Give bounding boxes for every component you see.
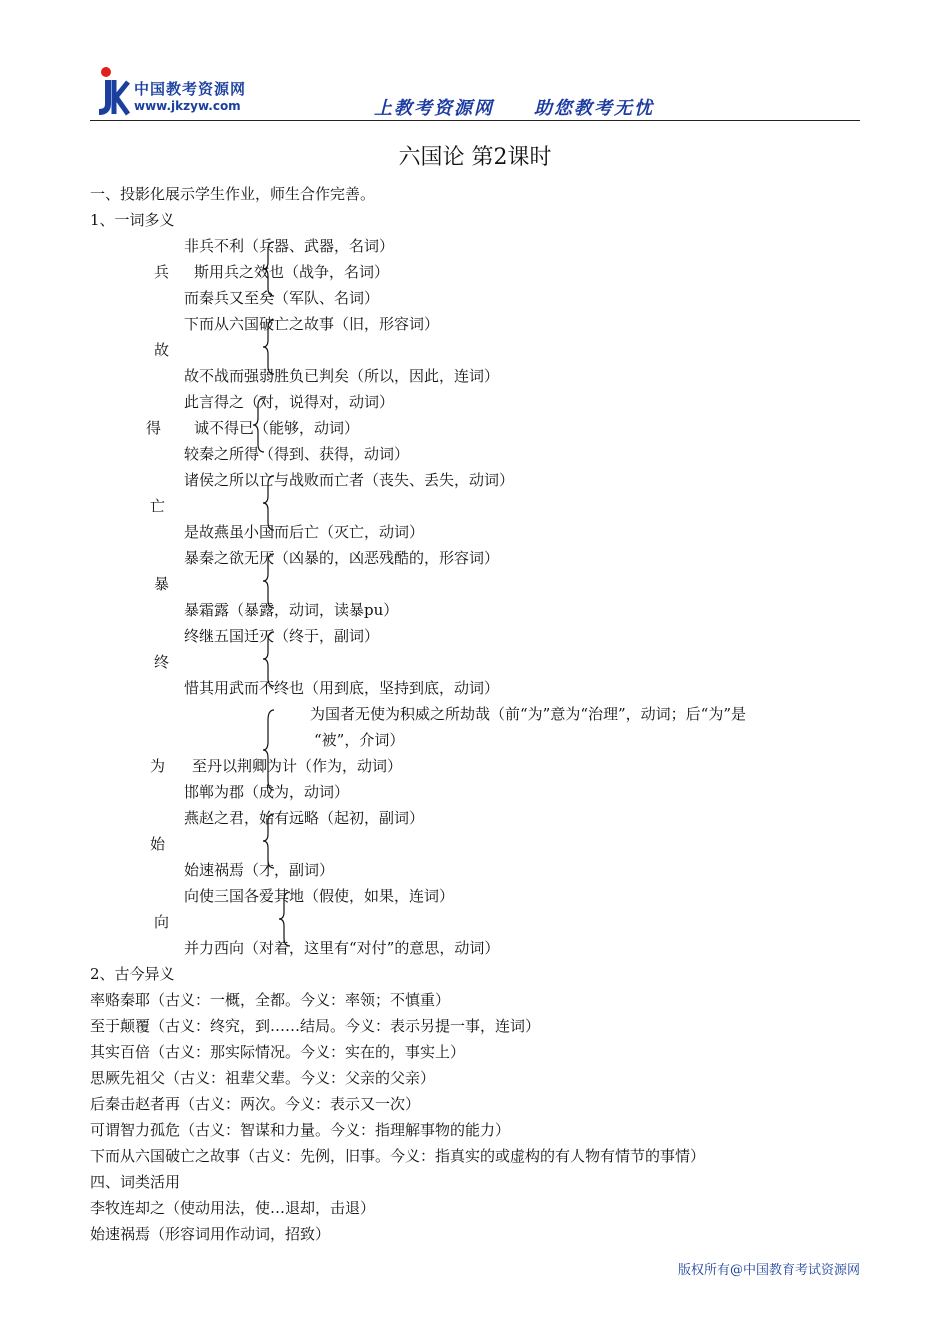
sense-line: 诸侯之所以亡与战败而亡者（丧失、丢失，动词） (184, 471, 515, 489)
sense-line: “被”，介词） (314, 731, 405, 749)
brace-icon (260, 318, 280, 376)
brace-icon (260, 552, 280, 610)
sense-line: 始速祸焉（才，副词） (184, 861, 335, 879)
sense-line: 诚不得已（能够，动词） (194, 419, 360, 437)
polysemy-char: 为 (150, 757, 166, 775)
header-divider (90, 120, 860, 121)
sense-line: 燕赵之君，始有远略（起初，副词） (184, 809, 425, 827)
polysemy-char: 终 (154, 653, 170, 671)
sense-line: 并力西向（对着，这里有“对付”的意思，动词） (184, 939, 500, 957)
brace-icon (260, 812, 280, 870)
brace-icon (260, 708, 280, 792)
section-heading: 一、投影化展示学生作业，师生合作完善。 (90, 185, 376, 203)
sense-line: 暴霜露（暴露，动词，读暴pu） (184, 601, 399, 619)
list-item: 后秦击赵者再（古义：两次。今义：表示又一次） (90, 1095, 421, 1113)
brace-icon (260, 630, 280, 688)
brace-icon (260, 240, 280, 298)
brand-url: www.jkzyw.com (134, 99, 241, 113)
polysemy-char: 兵 (154, 263, 170, 281)
list-item: 率赂秦耶（古义：一概，全都。今义：率领；不慎重） (90, 991, 451, 1009)
list-item: 至于颠覆（古义：终究，到……结局。今义：表示另提一事，连词） (90, 1017, 541, 1035)
section-heading: 四、词类活用 (90, 1173, 181, 1191)
header-slogan: 上教考资源网 助您教考无忧 (374, 98, 654, 119)
copyright-footer: 版权所有@中国教育考试资源网 (677, 1263, 860, 1278)
sense-line: 邯郸为郡（成为，动词） (184, 783, 350, 801)
polysemy-char: 始 (150, 835, 166, 853)
sense-line: 终继五国迁灭（终于，副词） (184, 627, 380, 645)
sense-line: 而秦兵又至矣（军队、名词） (184, 289, 380, 307)
list-item: 其实百倍（古义：那实际情况。今义：实在的，事实上） (90, 1043, 466, 1061)
sense-line: 故不战而强弱胜负已判矣（所以，因此，连词） (184, 367, 500, 385)
brand-name: 中国教考资源网 (134, 80, 247, 98)
sense-line: 非兵不利（兵器、武器，名词） (184, 237, 395, 255)
sense-line: 为国者无使为积威之所劫哉（前“为”意为“治理”，动词；后“为”是 (310, 705, 747, 723)
list-item: 李牧连却之（使动用法，使…退却，击退） (90, 1199, 376, 1217)
brace-icon (260, 474, 280, 532)
polysemy-char: 故 (154, 341, 170, 359)
sense-line: 暴秦之欲无厌（凶暴的，凶恶残酷的，形容词） (184, 549, 500, 567)
list-item: 可谓智力孤危（古义：智谋和力量。今义：指理解事物的能力） (90, 1121, 511, 1139)
sense-line: 至丹以荆卿为计（作为，动词） (192, 757, 403, 775)
polysemy-char: 得 (146, 419, 162, 437)
polysemy-char: 向 (154, 913, 170, 931)
list-item: 下而从六国破亡之故事（古义：先例，旧事。今义：指真实的或虚构的有人物有情节的事情） (90, 1147, 706, 1165)
sense-line: 下而从六国破亡之故事（旧，形容词） (184, 315, 440, 333)
brace-icon (250, 396, 270, 454)
jk-logo-icon (94, 66, 130, 116)
list-item: 始速祸焉（形容词用作动词，招致） (90, 1225, 331, 1243)
polysemy-char: 暴 (154, 575, 170, 593)
list-item: 思厥先祖父（古义：祖辈父辈。今义：父亲的父亲） (90, 1069, 436, 1087)
polysemy-char: 亡 (150, 497, 166, 515)
sense-line: 斯用兵之效也（战争，名词） (194, 263, 390, 281)
sense-line: 惜其用武而不终也（用到底，坚持到底，动词） (184, 679, 500, 697)
sense-line: 较秦之所得（得到、获得，动词） (184, 445, 410, 463)
sense-line: 此言得之（对，说得对，动词） (184, 393, 395, 411)
brace-icon (276, 890, 296, 948)
sense-line: 是故燕虽小国而后亡（灭亡，动词） (184, 523, 425, 541)
page-header (90, 64, 860, 122)
subsection-heading: 2、古今异义 (90, 965, 175, 983)
subsection-heading: 1、一词多义 (90, 211, 175, 229)
sense-line: 向使三国各爱其地（假使，如果，连词） (184, 887, 455, 905)
page-title: 六国论 第2课时 (398, 145, 552, 170)
